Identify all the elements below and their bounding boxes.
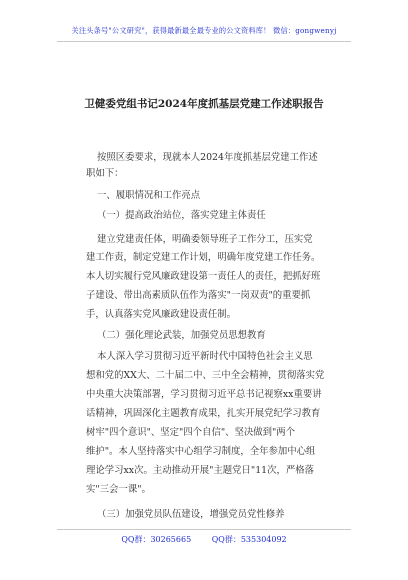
paragraph-line: 理论学习xx次。主动推动开展"主题党日"11次，严格落 — [86, 465, 315, 476]
paragraph-line: 手，认真落实党风廉政建设责任制。 — [86, 309, 237, 320]
paragraph-line: 子建设、带出高素质队伍作为落实"一岗双责"的重要抓 — [86, 290, 311, 301]
paragraph-line: 维护"。本人坚持落实中心组学习制度，全年参加中心组 — [86, 446, 316, 457]
header-banner: 关注头条号"公文研究"，获得最新最全最专业的公文资料库！ 微信：gongwenyj — [71, 26, 337, 35]
paragraph-line: 按照区委要求，现就本人2024年度抓基层党建工作述 — [97, 152, 318, 163]
paragraph-line: 中央重大决策部署，学习贯彻习近平总书记视察xx重要讲 — [86, 389, 322, 400]
paragraph-line: 职如下： — [86, 168, 124, 179]
subsection-heading: （一）提高政治站位，落实党建主体责任 — [97, 210, 266, 221]
paragraph-line: 想和党的XX大、二十届二中、三中全会精神，贯彻落实党 — [86, 370, 325, 381]
footer-qq-group-1: QQ群：30265665 — [121, 535, 192, 544]
subsection-heading: （三）加强党员队伍建设，增强党员党性修养 — [97, 509, 285, 520]
paragraph-line: 本人深入学习贯彻习近平新时代中国特色社会主义思 — [97, 351, 313, 362]
paragraph-line: 实"三会一课"。 — [86, 484, 151, 495]
header-divider — [57, 41, 351, 42]
footer-qq-group-2: QQ群：535304092 — [211, 535, 287, 544]
paragraph-line: 本人切实履行党风廉政建设第一责任人的责任，把抓好班 — [86, 271, 321, 282]
footer-divider — [57, 529, 351, 530]
paragraph-line: 建立党建责任体，明确委领导班子工作分工，压实党 — [97, 234, 313, 245]
document-title: 卫健委党组书记2024年度抓基层党建工作述职报告 — [84, 98, 324, 110]
footer — [0, 534, 408, 545]
subsection-heading: （二）强化理论武装，加强党员思想教育 — [97, 330, 266, 341]
paragraph-line: 话精神，巩固深化主题教育成果，扎实开展党纪学习教育 — [86, 408, 321, 419]
paragraph-line: 建工作责，制定党建工作计划，明确年度党建工作任务。 — [86, 252, 321, 263]
paragraph-line: 树牢"四个意识"、坚定"四个自信"、坚决做到"两个 — [86, 427, 296, 438]
section-heading: 一、履职情况和工作亮点 — [97, 190, 201, 201]
